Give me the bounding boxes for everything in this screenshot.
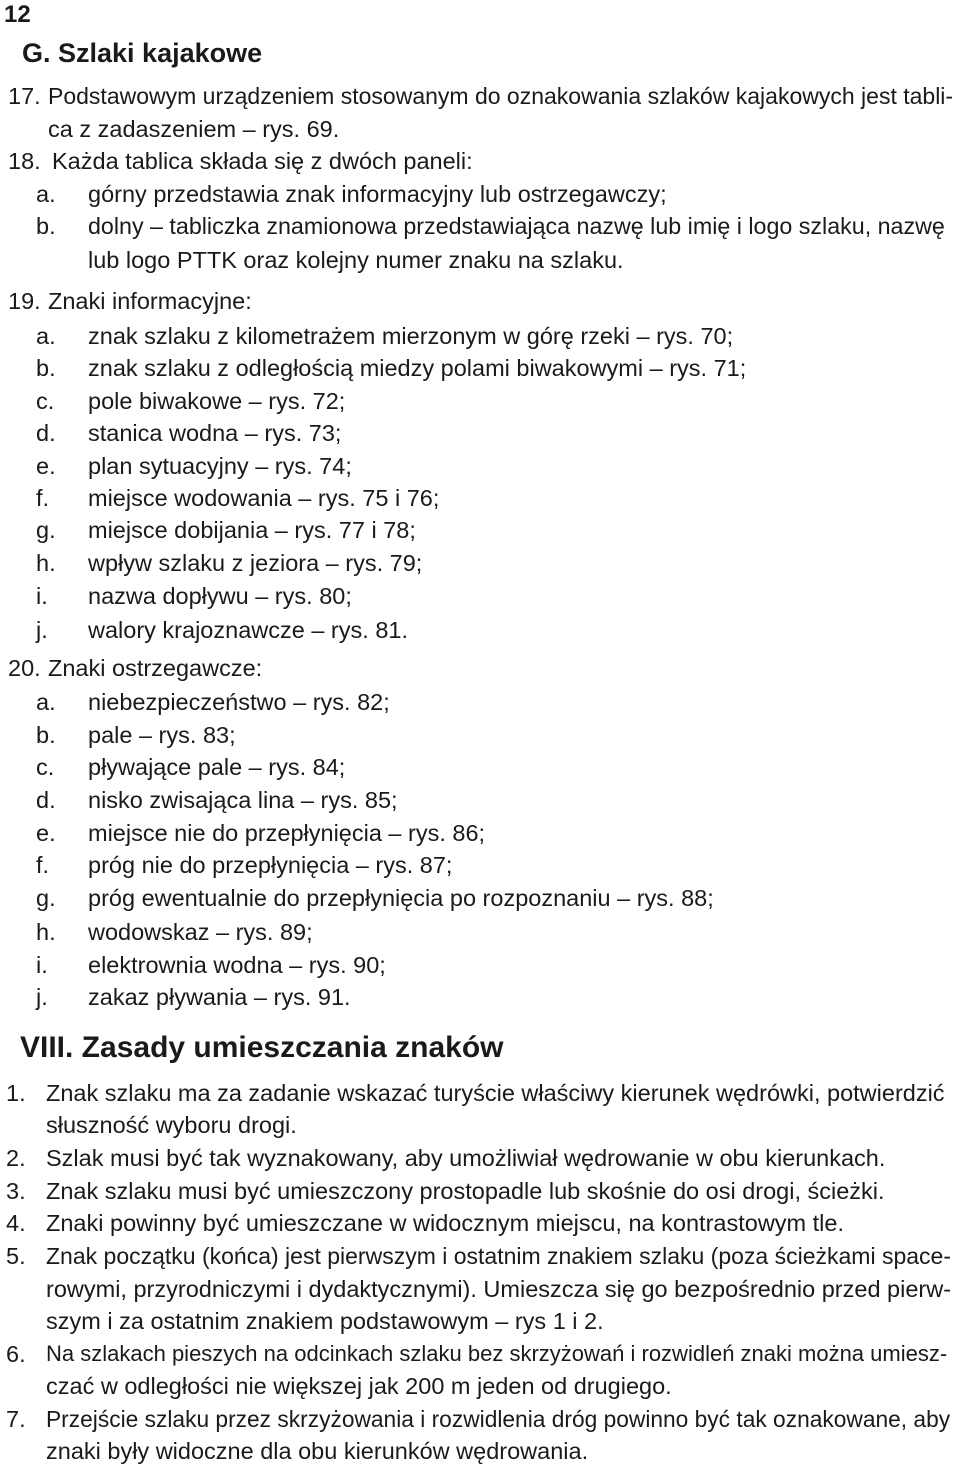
item-number: 7. [6, 1406, 26, 1432]
item-text: Znak początku (końca) jest pierwszym i ostatnim znakiem szlaku (poza ścieżkami space- [46, 1243, 951, 1269]
item-text: Znak szlaku ma za zadanie wskazać turyście właściwy kierunek wędrówki, potwierdzić [46, 1080, 945, 1106]
item-text: znak szlaku z kilometrażem mierzonym w górę rzeki – rys. 70; [88, 323, 734, 349]
item-text: walory krajoznawcze – rys. 81. [88, 617, 408, 643]
item-number: 18. [8, 148, 41, 174]
item-text: próg nie do przepłynięcia – rys. 87; [88, 852, 453, 878]
item-text: Każda tablica składa się z dwóch paneli: [52, 148, 473, 174]
item-text: Znak szlaku musi być umieszczony prostopadle lub skośnie do osi drogi, ścieżki. [46, 1178, 885, 1204]
item-letter: d. [36, 787, 56, 813]
item-number: 17. [8, 83, 41, 109]
item-number: 2. [6, 1145, 26, 1171]
item-text: czać w odległości nie większej jak 200 m jeden od drugiego. [46, 1373, 672, 1399]
item-text: niebezpieczeństwo – rys. 82; [88, 689, 390, 715]
item-letter: j. [36, 617, 48, 643]
item-text: elektrownia wodna – rys. 90; [88, 952, 386, 978]
item-letter: f. [36, 485, 50, 511]
item-text: ca z zadaszeniem – rys. 69. [48, 116, 340, 142]
item-text: miejsce wodowania – rys. 75 i 76; [88, 485, 440, 511]
item-letter: c. [36, 754, 55, 780]
item-text: dolny – tabliczka znamionowa przedstawiająca nazwę lub imię i logo szlaku, nazwę [88, 213, 945, 239]
item-letter: c. [36, 388, 55, 414]
item-letter: a. [36, 181, 56, 207]
item-letter: b. [36, 722, 56, 748]
item-text: słuszność wyboru drogi. [46, 1112, 297, 1138]
item-text: wodowskaz – rys. 89; [88, 919, 313, 945]
item-number: 1. [6, 1080, 26, 1106]
item-text: szym i za ostatnim znakiem podstawowym – rys 1 i 2. [46, 1308, 604, 1334]
item-number: 20. [8, 655, 41, 681]
item-text: Szlak musi być tak wyznakowany, aby umożliwiał wędrowanie w obu kierunkach. [46, 1145, 886, 1171]
item-letter: a. [36, 323, 56, 349]
item-text: Znaki ostrzegawcze: [48, 655, 263, 681]
page-number: 12 [4, 1, 31, 28]
item-text: Przejście szlaku przez skrzyżowania i rozwidlenia dróg powinno być tak oznakowane, aby [46, 1406, 951, 1432]
item-text: pływające pale – rys. 84; [88, 754, 346, 780]
item-text: znaki były widoczne dla obu kierunków wędrowania. [46, 1438, 589, 1464]
item-text: znak szlaku z odległością miedzy polami biwakowymi – rys. 71; [88, 355, 747, 381]
item-letter: e. [36, 453, 56, 479]
item-text: rowymi, przyrodniczymi i dydaktycznymi). Umieszcza się go bezpośrednio przed pierw- [46, 1276, 952, 1302]
item-letter: b. [36, 213, 56, 239]
item-letter: j. [36, 984, 48, 1010]
section-heading-g: G. Szlaki kajakowe [22, 38, 263, 68]
item-letter: i. [36, 952, 48, 978]
item-text: lub logo PTTK oraz kolejny numer znaku na szlaku. [88, 247, 624, 273]
item-letter: h. [36, 550, 56, 576]
item-text: nazwa dopływu – rys. 80; [88, 583, 352, 609]
item-text: miejsce nie do przepłynięcia – rys. 86; [88, 820, 486, 846]
item-text: Na szlakach pieszych na odcinkach szlaku bez skrzyżowań i rozwidleń znaki można umiesz- [46, 1341, 948, 1366]
chapter-heading-viii: VIII. Zasady umieszczania znaków [20, 1031, 504, 1064]
item-text: pole biwakowe – rys. 72; [88, 388, 346, 414]
item-letter: f. [36, 852, 50, 878]
item-text: miejsce dobijania – rys. 77 i 78; [88, 517, 416, 543]
item-text: Podstawowym urządzeniem stosowanym do oznakowania szlaków kajakowych jest tabli- [48, 83, 954, 109]
item-text: zakaz pływania – rys. 91. [88, 984, 351, 1010]
item-text: górny przedstawia znak informacyjny lub ostrzegawczy; [88, 181, 667, 207]
item-letter: b. [36, 355, 56, 381]
item-letter: i. [36, 583, 48, 609]
item-letter: d. [36, 420, 56, 446]
item-text: nisko zwisająca lina – rys. 85; [88, 787, 398, 813]
item-letter: h. [36, 919, 56, 945]
item-number: 19. [8, 288, 41, 314]
item-number: 6. [6, 1341, 26, 1367]
item-text: plan sytuacyjny – rys. 74; [88, 453, 352, 479]
item-letter: a. [36, 689, 56, 715]
item-letter: g. [36, 885, 56, 911]
item-text: wpływ szlaku z jeziora – rys. 79; [88, 550, 423, 576]
item-text: próg ewentualnie do przepłynięcia po rozpoznaniu – rys. 88; [88, 885, 714, 911]
item-letter: e. [36, 820, 56, 846]
item-text: Znaki powinny być umieszczane w widocznym miejscu, na kontrastowym tle. [46, 1210, 844, 1236]
item-text: Znaki informacyjne: [48, 288, 252, 314]
item-text: stanica wodna – rys. 73; [88, 420, 342, 446]
item-number: 4. [6, 1210, 26, 1236]
item-letter: g. [36, 517, 56, 543]
item-text: pale – rys. 83; [88, 722, 236, 748]
item-number: 3. [6, 1178, 26, 1204]
item-number: 5. [6, 1243, 26, 1269]
